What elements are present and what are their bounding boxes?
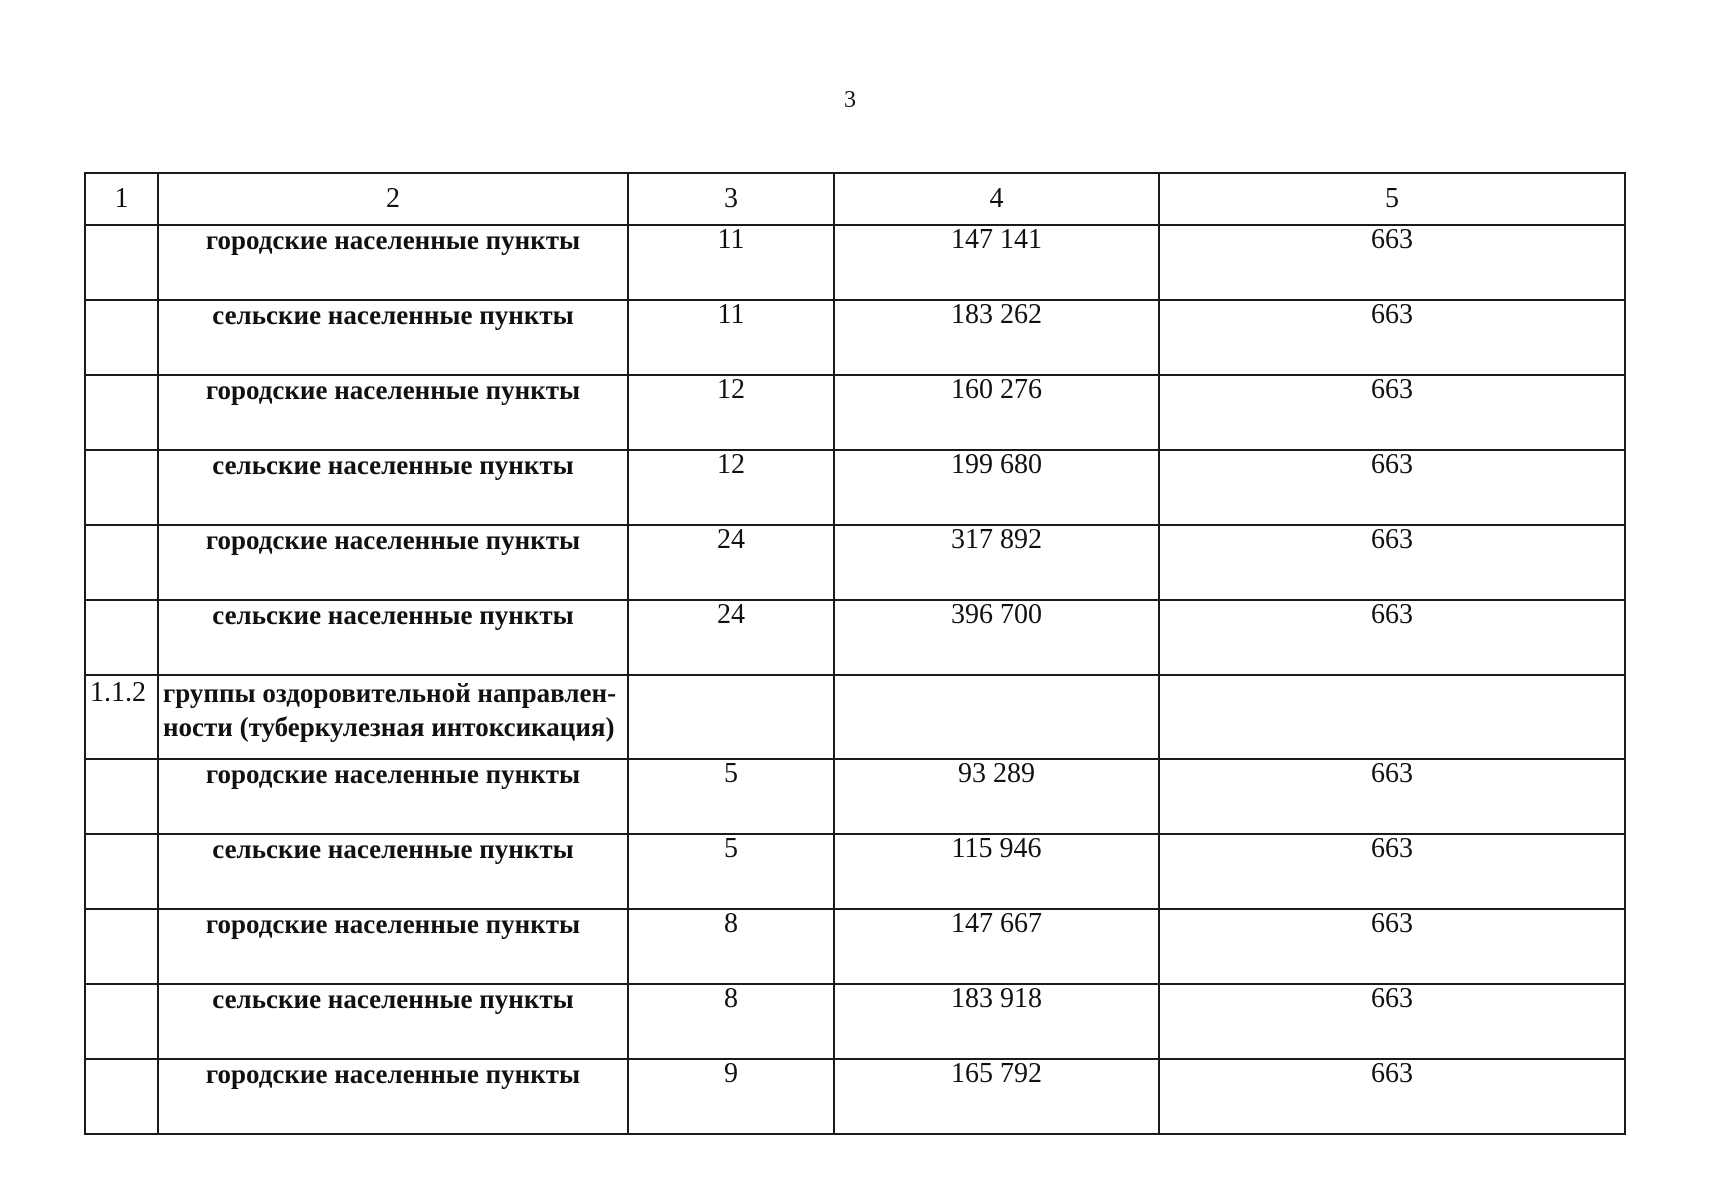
row-col4: 183 262 xyxy=(834,300,1159,375)
section-name: группы оздоровительной направлен-ности (туберкулезная интоксикация) xyxy=(158,675,628,759)
column-header-5: 5 xyxy=(1159,173,1625,225)
row-col3 xyxy=(628,675,834,759)
table-header-row xyxy=(85,173,1625,225)
row-col3: 5 xyxy=(628,834,834,909)
section-row xyxy=(85,675,1625,759)
table-row xyxy=(85,909,1625,984)
row-col5 xyxy=(1159,675,1625,759)
table-row xyxy=(85,525,1625,600)
row-col3: 11 xyxy=(628,225,834,300)
row-col5: 663 xyxy=(1159,834,1625,909)
row-number xyxy=(85,1059,158,1134)
column-header-2: 2 xyxy=(158,173,628,225)
table-row xyxy=(85,450,1625,525)
row-col4: 199 680 xyxy=(834,450,1159,525)
row-col3: 8 xyxy=(628,909,834,984)
row-col4: 93 289 xyxy=(834,759,1159,834)
row-name: сельские населенные пункты xyxy=(158,600,628,675)
row-name: сельские населенные пункты xyxy=(158,450,628,525)
row-col5: 663 xyxy=(1159,909,1625,984)
row-col3: 9 xyxy=(628,1059,834,1134)
row-col4: 165 792 xyxy=(834,1059,1159,1134)
row-col4: 396 700 xyxy=(834,600,1159,675)
row-col3: 5 xyxy=(628,759,834,834)
data-table xyxy=(84,172,1626,1135)
row-col4: 183 918 xyxy=(834,984,1159,1059)
row-name: сельские населенные пункты xyxy=(158,300,628,375)
row-col5: 663 xyxy=(1159,600,1625,675)
row-name: городские населенные пункты xyxy=(158,909,628,984)
row-number xyxy=(85,600,158,675)
table-row xyxy=(85,300,1625,375)
table-row xyxy=(85,834,1625,909)
row-col3: 11 xyxy=(628,300,834,375)
table-row xyxy=(85,759,1625,834)
column-header-1: 1 xyxy=(85,173,158,225)
row-col4: 115 946 xyxy=(834,834,1159,909)
page-number: 3 xyxy=(844,87,856,113)
row-number xyxy=(85,834,158,909)
row-col5: 663 xyxy=(1159,300,1625,375)
row-number xyxy=(85,375,158,450)
section-number: 1.1.2 xyxy=(85,675,158,759)
row-name: городские населенные пункты xyxy=(158,1059,628,1134)
row-number xyxy=(85,984,158,1059)
row-number xyxy=(85,300,158,375)
column-header-3: 3 xyxy=(628,173,834,225)
row-col4: 147 667 xyxy=(834,909,1159,984)
row-number xyxy=(85,759,158,834)
table-row xyxy=(85,375,1625,450)
row-col5: 663 xyxy=(1159,225,1625,300)
row-col5: 663 xyxy=(1159,450,1625,525)
row-col4: 160 276 xyxy=(834,375,1159,450)
row-name: сельские населенные пункты xyxy=(158,834,628,909)
row-col3: 24 xyxy=(628,525,834,600)
row-name: сельские населенные пункты xyxy=(158,984,628,1059)
row-col5: 663 xyxy=(1159,525,1625,600)
row-name: городские населенные пункты xyxy=(158,759,628,834)
row-col5: 663 xyxy=(1159,984,1625,1059)
table-row xyxy=(85,600,1625,675)
row-col3: 8 xyxy=(628,984,834,1059)
row-col4: 147 141 xyxy=(834,225,1159,300)
row-number xyxy=(85,525,158,600)
row-name: городские населенные пункты xyxy=(158,525,628,600)
row-col4: 317 892 xyxy=(834,525,1159,600)
row-col3: 12 xyxy=(628,450,834,525)
row-number xyxy=(85,225,158,300)
row-col5: 663 xyxy=(1159,1059,1625,1134)
row-number xyxy=(85,450,158,525)
table-row xyxy=(85,225,1625,300)
row-name: городские населенные пункты xyxy=(158,225,628,300)
row-col5: 663 xyxy=(1159,375,1625,450)
row-number xyxy=(85,909,158,984)
row-col4 xyxy=(834,675,1159,759)
column-header-4: 4 xyxy=(834,173,1159,225)
row-col3: 24 xyxy=(628,600,834,675)
row-col3: 12 xyxy=(628,375,834,450)
table-row xyxy=(85,984,1625,1059)
table-row xyxy=(85,1059,1625,1134)
row-col5: 663 xyxy=(1159,759,1625,834)
row-name: городские населенные пункты xyxy=(158,375,628,450)
